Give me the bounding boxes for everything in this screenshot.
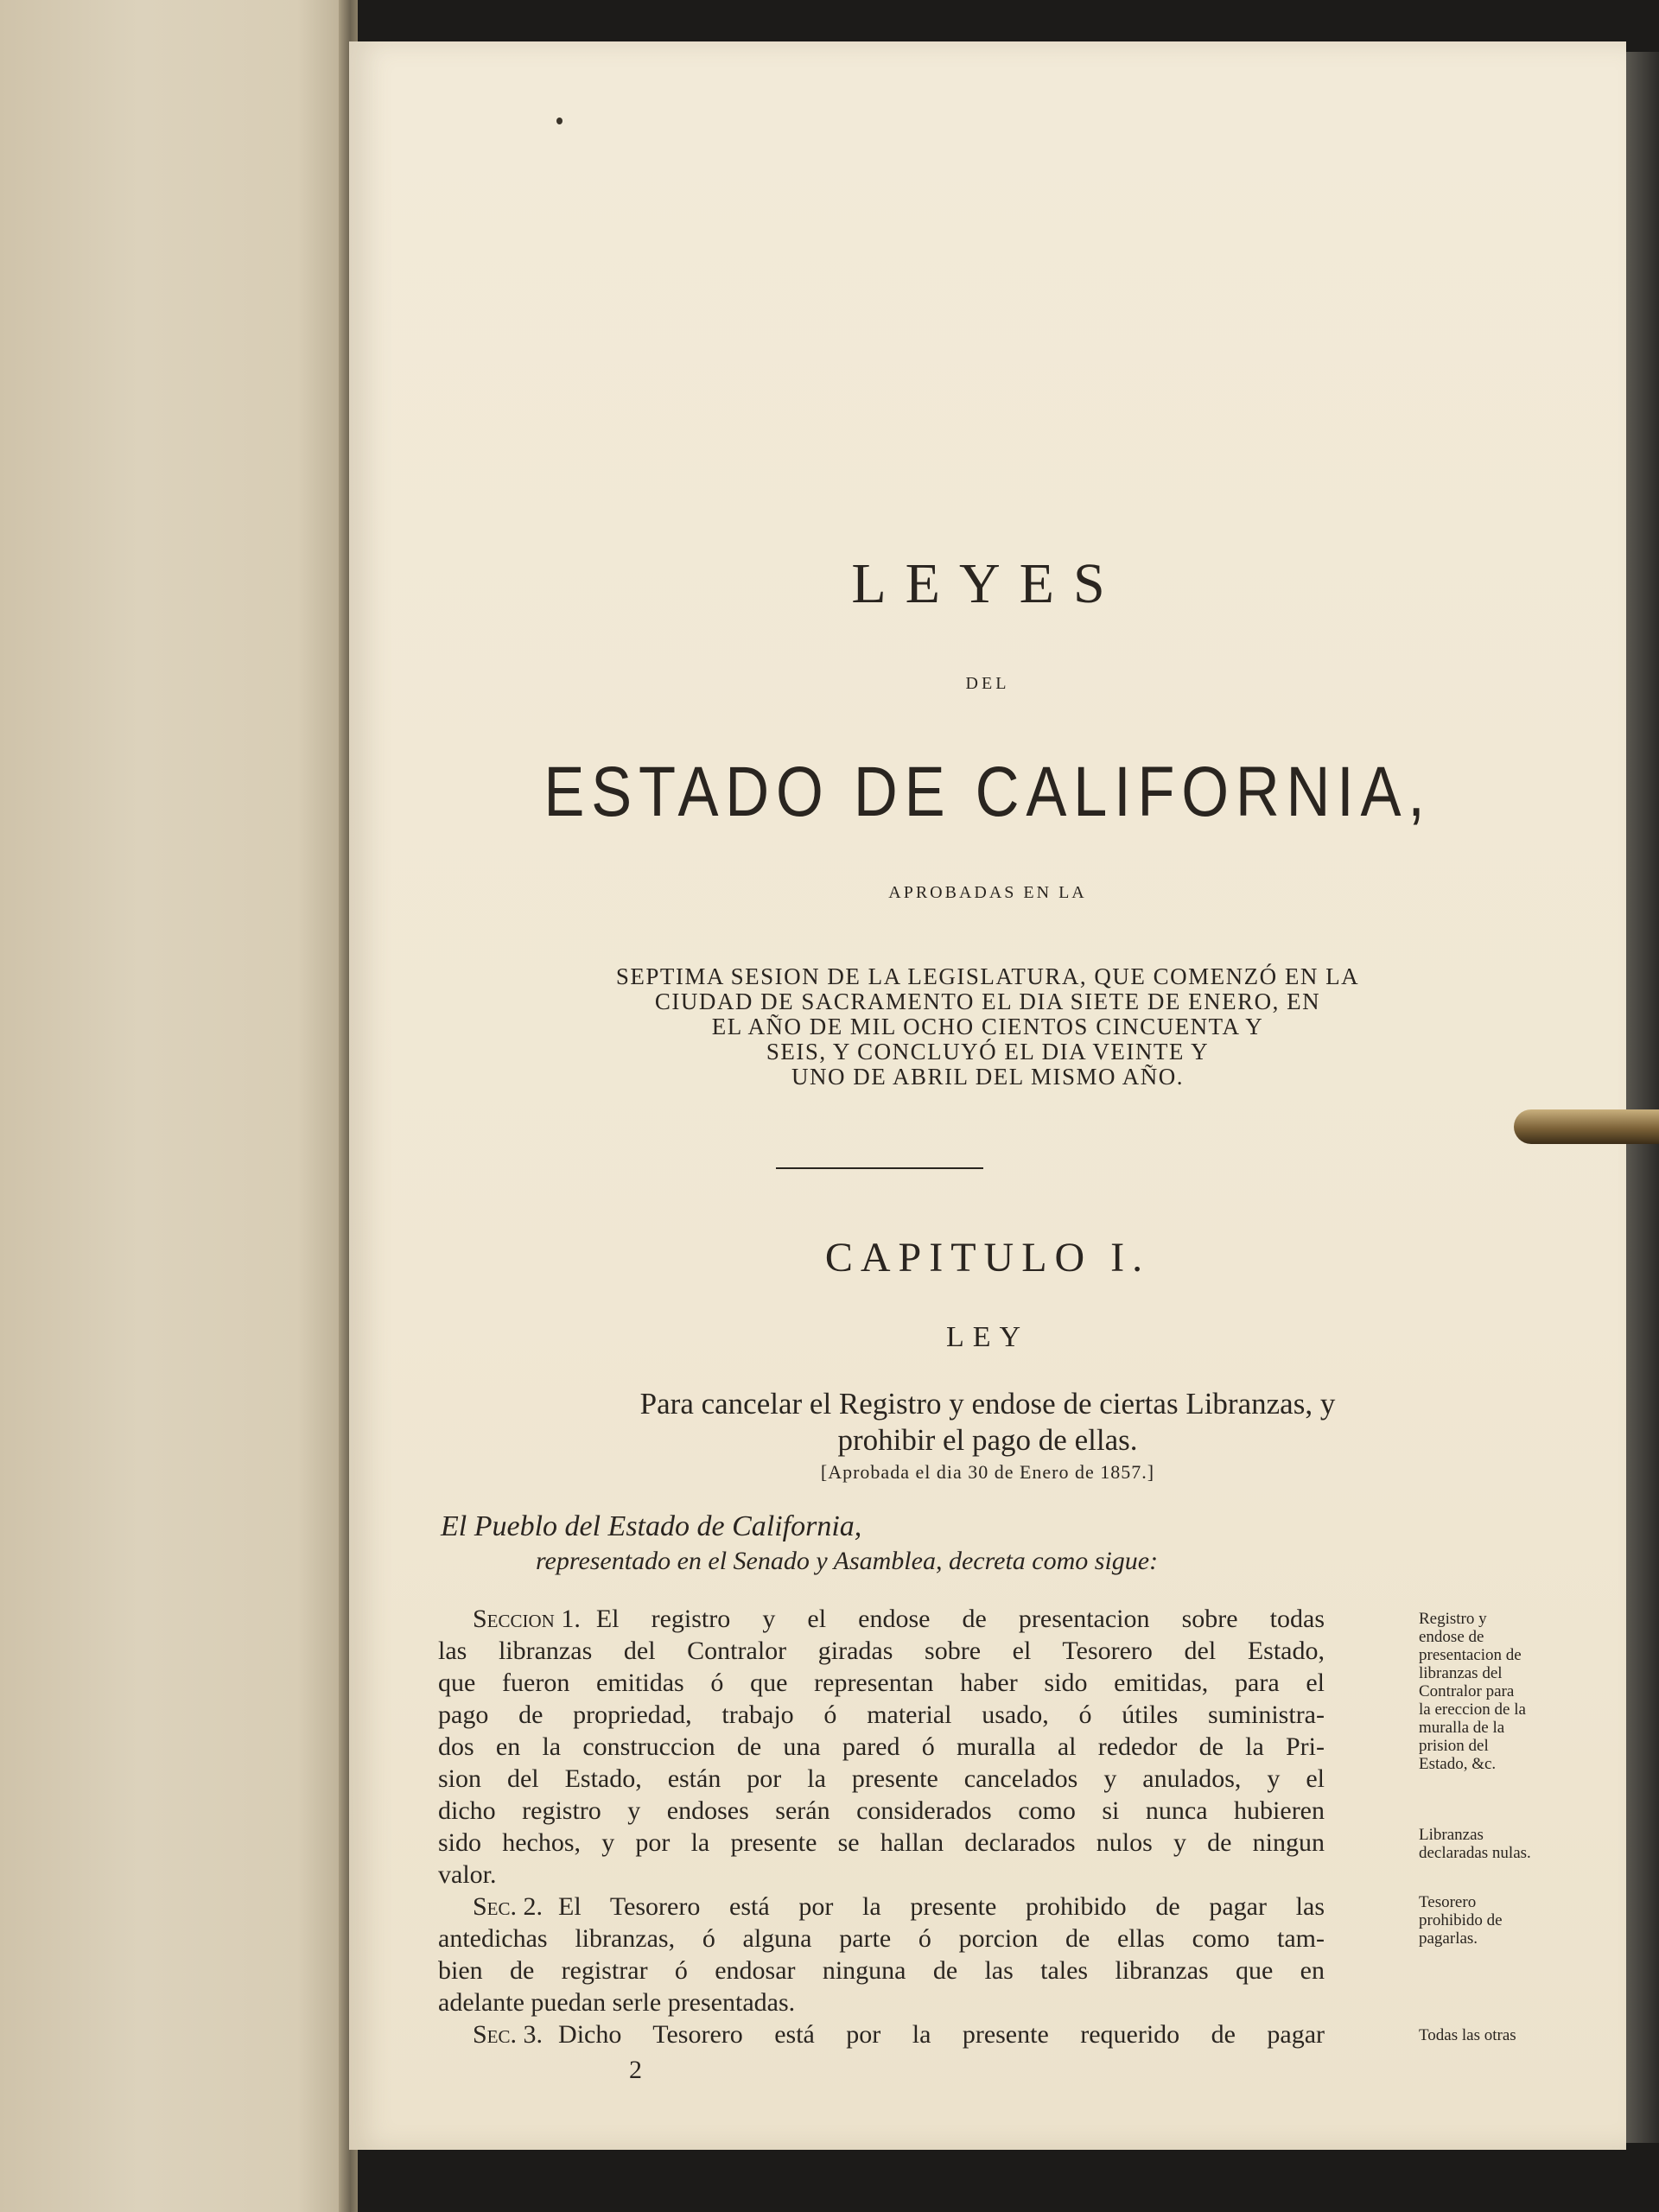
session-line: SEPTIMA SESION DE LA LEGISLATURA, QUE COMENZÓ EN LA — [615, 963, 1360, 989]
body-line: sido hechos, y por la presente se hallan declarados nulos y de ningun — [438, 1828, 1325, 1857]
body-line: antedichas libranzas, ó alguna parte ó porcion de ellas como tam- — [438, 1924, 1325, 1953]
bookmark-pin — [1514, 1109, 1659, 1144]
aprobadas-line: APROBADAS EN LA — [888, 883, 1087, 902]
body-line: bien de registrar ó endosar ninguna de las tales libranzas que en — [438, 1956, 1325, 1985]
session-line: UNO DE ABRIL DEL MISMO AÑO. — [791, 1064, 1184, 1090]
session-line: SEIS, Y CONCLUYÓ EL DIA VEINTE Y — [766, 1039, 1210, 1065]
law-title-line: Para cancelar el Registro y endose de ciertas Libranzas, y — [639, 1387, 1336, 1421]
margin-note-line: Contralor para — [1419, 1682, 1515, 1700]
divider-rule — [776, 1167, 983, 1169]
margin-note-line: libranzas del — [1419, 1664, 1503, 1682]
margin-note-1 — [1419, 1610, 1643, 1773]
law-title-line: prohibir el pago de ellas. — [837, 1423, 1138, 1457]
law-title — [349, 1386, 1626, 1459]
body-line: pago de propriedad, trabajo ó material usado, ó útiles suministra- — [438, 1700, 1325, 1729]
margin-note-line: Registro y — [1419, 1610, 1487, 1628]
section-3-label: Sec. 3. — [473, 2020, 543, 2049]
chapter-heading: CAPITULO I. — [824, 1235, 1151, 1281]
session-description — [349, 964, 1626, 1090]
body-line: que fueron emitidas ó que representan haber sido emitidas, para el — [438, 1669, 1325, 1697]
margin-note-line: pagarlas. — [1419, 1929, 1478, 1948]
approval-date: [Aprobada el dia 30 de Enero de 1857.] — [820, 1461, 1155, 1483]
ley-heading: LEY — [945, 1321, 1030, 1353]
margin-note-line: la ereccion de la — [1419, 1700, 1526, 1719]
margin-note-3 — [1419, 1893, 1643, 1948]
margin-note-line: declaradas nulas. — [1419, 1844, 1531, 1862]
state-title: ESTADO DE CALIFORNIA, — [543, 753, 1432, 831]
margin-note-line: prision del — [1419, 1737, 1489, 1755]
ink-spot — [556, 118, 563, 124]
margin-note-line: Tesorero — [1419, 1893, 1477, 1911]
body-line: dos en la construccion de una pared ó muralla al rededor de la Pri- — [438, 1732, 1325, 1761]
subtitle-del: DEL — [965, 674, 1010, 693]
body-line: adelante puedan serle presentadas. — [438, 1988, 796, 2017]
page-number: 2 — [629, 2056, 642, 2084]
margin-note-line: Libranzas — [1419, 1826, 1484, 1844]
margin-note-2 — [1419, 1826, 1643, 1862]
left-page — [0, 0, 350, 2212]
margin-note-line: presentacion de — [1419, 1646, 1522, 1664]
enacting-clause-2: representado en el Senado y Asamblea, decreta como sigue: — [536, 1547, 1159, 1575]
body-line: dicho registro y endoses serán considerados como si nunca hubieren — [438, 1796, 1325, 1825]
section-3-first-line — [473, 2018, 1325, 2050]
margin-note-4 — [1419, 2026, 1643, 2044]
section-3-text: Dicho Tesorero está por la presente requerido de pagar — [558, 2020, 1325, 2049]
section-1-label: Seccion 1. — [473, 1605, 581, 1633]
section-1-text: El registro y el endose de presentacion sobre todas — [595, 1605, 1325, 1633]
margin-note-line: endose de — [1419, 1628, 1484, 1646]
section-2-text: El Tesorero está por la presente prohibido de pagar las — [558, 1892, 1325, 1921]
enacting-clause-1: El Pueblo del Estado de California, — [441, 1510, 862, 1542]
body-line: valor. — [438, 1860, 497, 1889]
session-line: CIUDAD DE SACRAMENTO EL DIA SIETE DE ENERO, EN — [654, 988, 1321, 1014]
main-title: LEYES — [851, 552, 1124, 615]
margin-note-line: muralla de la — [1419, 1719, 1505, 1737]
margin-note-line: prohibido de — [1419, 1911, 1503, 1929]
margin-note-line: Estado, &c. — [1419, 1755, 1497, 1773]
body-line: sion del Estado, están por la presente cancelados y anulados, y el — [438, 1764, 1325, 1793]
margin-note-line: Todas las otras — [1419, 2026, 1516, 2044]
right-page — [349, 41, 1626, 2150]
section-1-first-line — [473, 1603, 1325, 1635]
session-line: EL AÑO DE MIL OCHO CIENTOS CINCUENTA Y — [711, 1014, 1264, 1039]
section-2-label: Sec. 2. — [473, 1892, 543, 1921]
body-line: las libranzas del Contralor giradas sobre el Tesorero del Estado, — [438, 1637, 1325, 1665]
section-2-first-line — [473, 1891, 1325, 1923]
